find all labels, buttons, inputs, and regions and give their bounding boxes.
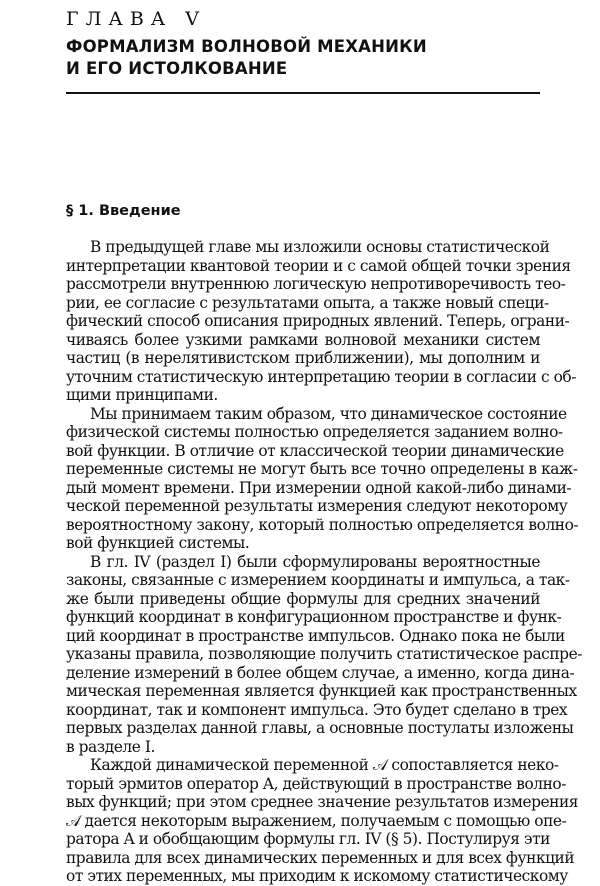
paragraph-line: ческой переменной результаты измерения следуют некоторому: [66, 497, 568, 515]
paragraph-line: физической системы полностью определяется заданием волно-: [66, 423, 563, 441]
chapter-title-line: ФОРМАЛИЗМ ВОЛНОВОЙ МЕХАНИКИ: [66, 37, 427, 56]
paragraph-line: же были приведены общие формулы для средних значений: [66, 589, 540, 608]
body-text: [66, 238, 582, 886]
paragraph-line: В гл. IV (раздел I) были сформулированы вероятностные: [90, 552, 540, 571]
paragraph-line: переменные системы не могут быть все точно определены в каж-: [66, 460, 578, 478]
section-heading: § 1. Введение: [66, 203, 181, 219]
paragraph-line: частиц (в нерелятивистском приближении), мы дополним и: [66, 349, 540, 367]
paragraph-line: В предыдущей главе мы изложили основы статистической: [90, 238, 550, 256]
paragraph-line: Мы принимаем таким образом, что динамическое состояние: [90, 404, 567, 423]
chapter-title-line: И ЕГО ИСТОЛКОВАНИЕ: [66, 59, 288, 78]
paragraph-line: деление измерений в более общем случае, а именно, когда дина-: [66, 663, 575, 682]
paragraph-line: Каждой динамической переменной 𝒜 сопоставляется неко-: [90, 756, 559, 774]
chapter-title: [66, 36, 427, 80]
paragraph-line: уточним статистическую интерпретацию теории в согласии с об-: [66, 367, 576, 386]
paragraph-line: чиваясь более узкими рамками волновой механики систем: [66, 330, 540, 349]
paragraph-line: ратора A и обобщающим формулы гл. IV (§ 5). Постулируя эти: [66, 830, 550, 848]
paragraph-line: фический способ описания природных явлений. Теперь, ограни-: [66, 312, 570, 330]
paragraph-line: в разделе I.: [66, 737, 155, 756]
paragraph-line: вой функции. В отличие от классической теории динамические: [66, 441, 564, 460]
paragraph-line: 𝒜 дается некоторым выражением, получаемым с помощью опе-: [66, 811, 567, 830]
paragraph-line: торый эрмитов оператор A, действующий в пространстве волно-: [66, 774, 567, 793]
paragraph-line: законы, связанные с измерением координаты и импульса, а так-: [66, 571, 570, 589]
paragraph-line: координат, так и компонент импульса. Это будет сделано в трех: [66, 700, 568, 719]
paragraph-line: дый момент времени. При измерении одной какой-либо динами-: [66, 478, 572, 497]
paragraph-line: вых функций; при этом среднее значение результатов измерения: [66, 793, 579, 811]
chapter-divider: [66, 92, 540, 94]
paragraph-line: рии, ее согласие с результатами опыта, а также новый специ-: [66, 293, 549, 312]
chapter-label: ГЛАВА V: [66, 8, 206, 30]
paragraph-line: от этих переменных, мы приходим к искомому статистическому: [66, 867, 568, 885]
paragraph-line: указаны правила, позволяющие получить статистическое распре-: [66, 645, 582, 663]
paragraph-line: вой функцией системы.: [66, 534, 250, 552]
paragraph-line: первых разделах данной главы, а основные постулаты изложены: [66, 719, 574, 737]
paragraph-line: вероятностному закону, который полностью определяется волно-: [66, 515, 579, 534]
paragraph-line: рассмотрели внутреннюю логическую непротиворечивость тео-: [66, 275, 566, 293]
paragraph-line: щими принципами.: [66, 386, 218, 404]
paragraph-line: правила для всех динамических переменных и для всех функций: [66, 848, 575, 867]
paragraph-line: ций координат в пространстве импульсов. Однако пока не были: [66, 626, 565, 645]
paragraph-line: мическая переменная является функцией как пространственных: [66, 682, 577, 700]
paragraph-line: интерпретации квантовой теории и с самой общей точки зрения: [66, 256, 571, 275]
paragraph-line: функций координат в конфигурационном пространстве и функ-: [66, 608, 562, 626]
